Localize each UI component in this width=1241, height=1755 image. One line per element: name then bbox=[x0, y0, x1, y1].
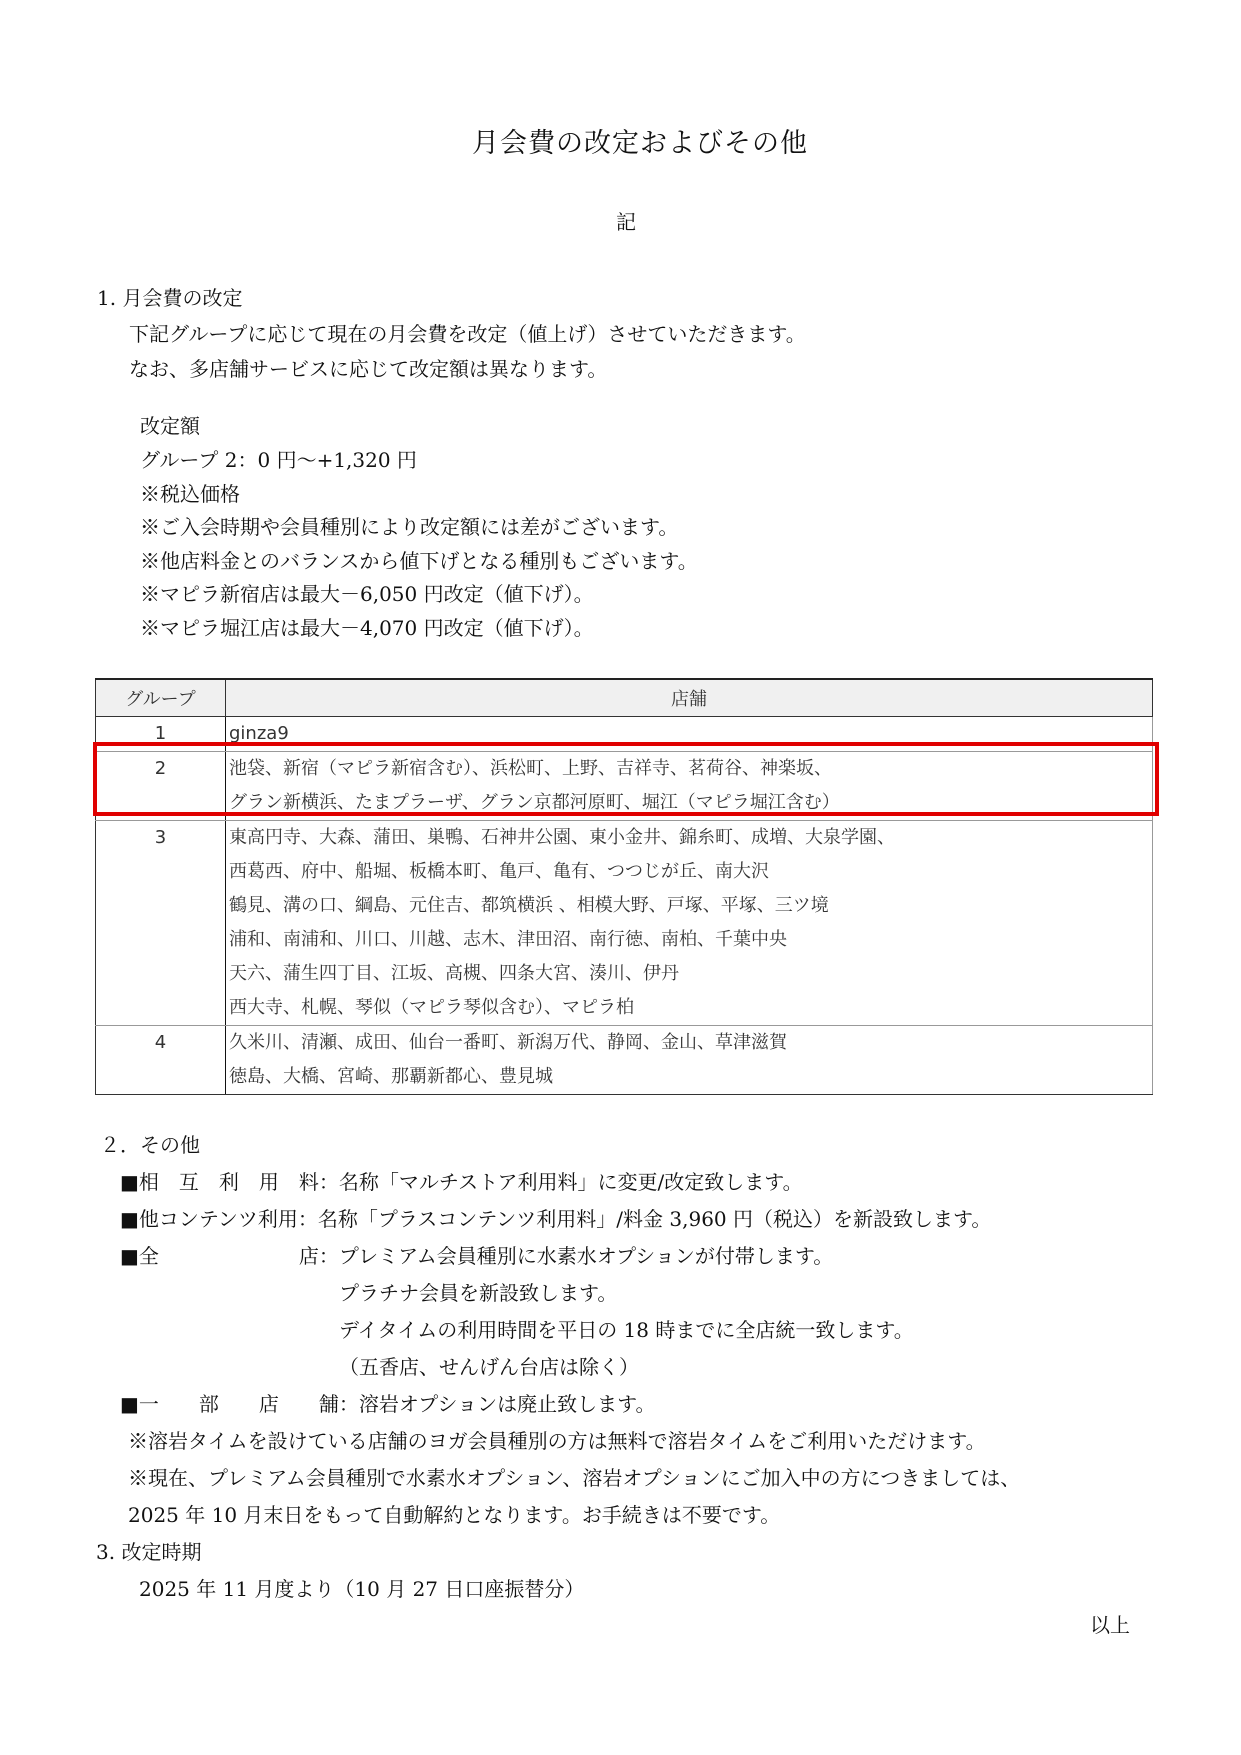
store-line: 池袋、新宿（マピラ新宿含む）、浜松町、上野、吉祥寺、茗荷谷、神楽坂、 bbox=[229, 758, 832, 779]
store-line: 東高円寺、大森、蒲田、巣鴨、石神井公園、東小金井、錦糸町、成増、大泉学園、 bbox=[229, 827, 895, 848]
section2-heading: ２．その他 bbox=[100, 1133, 200, 1157]
section2-note: ※現在、プレミアム会員種別で水素水オプション、溶岩オプションにご加入中の方につきましては、 bbox=[128, 1466, 1021, 1490]
table-row bbox=[96, 717, 1153, 752]
table-row bbox=[96, 752, 1153, 821]
section1-heading: 1. 月会費の改定 bbox=[97, 286, 243, 310]
amount-line: ※税込価格 bbox=[140, 482, 240, 506]
store-line: 徳島、大橋、宮崎、那覇新都心、豊見城 bbox=[229, 1066, 553, 1087]
amount-line: 改定額 bbox=[140, 414, 200, 438]
amount-line: ※マピラ新宿店は最大－6,050 円改定（値下げ）。 bbox=[140, 582, 594, 606]
closing-text: 以上 bbox=[1090, 1613, 1130, 1637]
store-group-table bbox=[95, 678, 1153, 1095]
section2-line: （五香店、せんげん台店は除く） bbox=[339, 1355, 639, 1379]
header-group: グループ bbox=[96, 679, 226, 717]
group-number: 1 bbox=[96, 717, 226, 752]
amount-line: ※他店料金とのバランスから値下げとなる種別もございます。 bbox=[140, 549, 698, 573]
ki-marker: 記 bbox=[616, 210, 636, 234]
amount-line: グループ 2：0 円〜+1,320 円 bbox=[140, 448, 417, 472]
section3-line: 2025 年 11 月度より（10 月 27 日口座振替分） bbox=[139, 1577, 585, 1601]
amount-line: ※ご入会時期や会員種別により改定額には差がございます。 bbox=[140, 515, 679, 539]
amount-line: ※マピラ堀江店は最大－4,070 円改定（値下げ）。 bbox=[140, 616, 594, 640]
section2-note: 2025 年 10 月末日をもって自動解約となります。お手続きは不要です。 bbox=[128, 1503, 781, 1527]
store-line: ginza9 bbox=[229, 723, 289, 744]
section1-line: 下記グループに応じて現在の月会費を改定（値上げ）させていただきます。 bbox=[129, 322, 806, 346]
section1-line: なお、多店舗サービスに応じて改定額は異なります。 bbox=[129, 357, 608, 381]
header-stores: 店舗 bbox=[226, 679, 1153, 717]
section2-line: ■他コンテンツ利用：名称「プラスコンテンツ利用料」/料金 3,960 円（税込）を新設致します。 bbox=[120, 1207, 992, 1231]
section3-heading: 3. 改定時期 bbox=[96, 1540, 202, 1564]
section2-line: プラチナ会員を新設致します。 bbox=[339, 1281, 618, 1305]
store-line: 鶴見、溝の口、綱島、元住吉、都筑横浜 、相模大野、戸塚、平塚、三ツ境 bbox=[229, 895, 829, 916]
group-number: 2 bbox=[96, 752, 226, 821]
table-row bbox=[96, 821, 1153, 1026]
section2-line: デイタイムの利用時間を平日の 18 時までに全店統一致します。 bbox=[339, 1318, 914, 1342]
store-line: グラン新横浜、たまプラーザ、グラン京都河原町、堀江（マピラ堀江含む） bbox=[229, 792, 840, 813]
store-line: 西葛西、府中、船堀、板橋本町、亀戸、亀有、つつじが丘、南大沢 bbox=[229, 861, 769, 882]
section2-line: ■相 互 利 用 料：名称「マルチストア利用料」に変更/改定致します。 bbox=[120, 1170, 803, 1194]
document-title: 月会費の改定およびその他 bbox=[472, 128, 808, 159]
section2-line: ■全 店：プレミアム会員種別に水素水オプションが付帯します。 bbox=[120, 1244, 834, 1268]
section2-line: ■一 部 店 舗：溶岩オプションは廃止致します。 bbox=[120, 1392, 656, 1416]
store-line: 天六、蒲生四丁目、江坂、高槻、四条大宮、湊川、伊丹 bbox=[229, 963, 679, 984]
store-line: 浦和、南浦和、川口、川越、志木、津田沼、南行徳、南柏、千葉中央 bbox=[229, 929, 787, 950]
store-line: 久米川、清瀬、成田、仙台一番町、新潟万代、静岡、金山、草津滋賀 bbox=[229, 1032, 787, 1053]
group-number: 3 bbox=[96, 821, 226, 1026]
table-row bbox=[96, 1026, 1153, 1095]
section2-note: ※溶岩タイムを設けている店舗のヨガ会員種別の方は無料で溶岩タイムをご利用いただけます。 bbox=[128, 1429, 986, 1453]
group-number: 4 bbox=[96, 1026, 226, 1095]
store-line: 西大寺、札幌、琴似（マピラ琴似含む）、マピラ柏 bbox=[229, 997, 634, 1018]
